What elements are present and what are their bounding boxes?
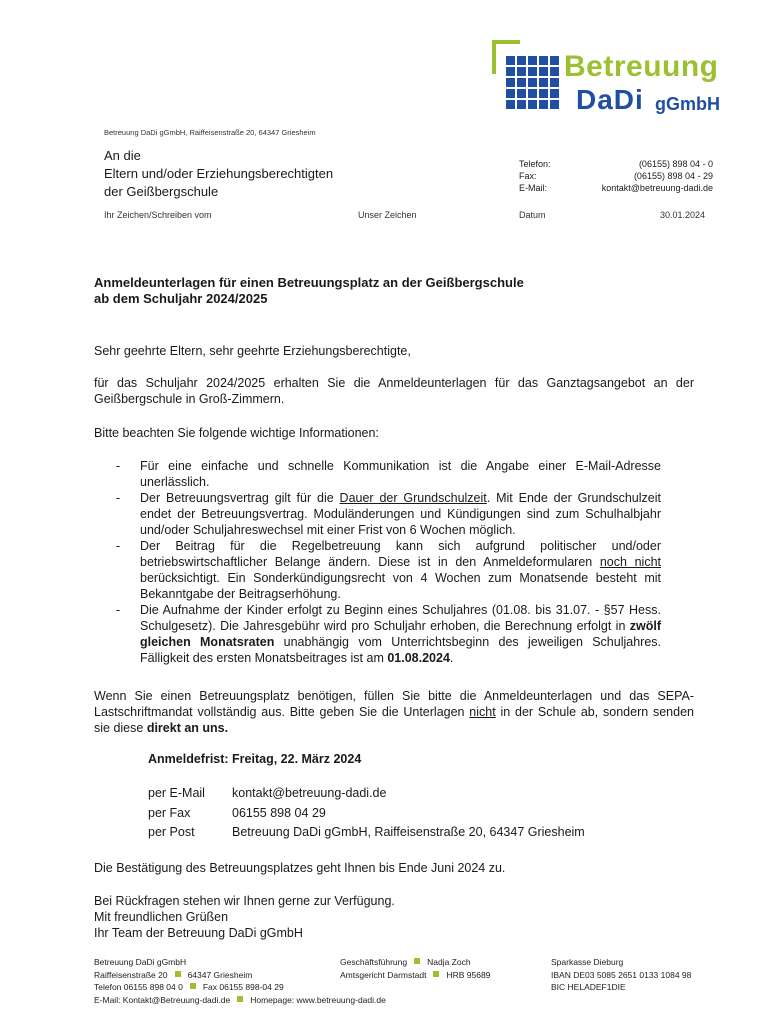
footer-text: Raiffeisenstraße 20 [94,969,168,980]
separator-square-icon [237,996,243,1002]
footer-line: Sparkasse Dieburg [551,957,624,967]
footer-line [340,956,490,969]
contact-row-email [519,182,713,194]
footer-line: IBAN DE03 5085 2651 0133 1084 98 [551,969,692,980]
sender-line: Betreuung DaDi gGmbH, Raiffeisenstraße 20, 64347 Griesheim [104,128,316,137]
salutation: Sehr geehrte Eltern, sehr geehrte Erziehungsberechtigte, [94,344,411,358]
list-item-text: Der Beitrag für die Regelbetreuung kann sich aufgrund politischer und/oder betriebswirtschaftlicher Belange ändern. Diese ist in den Anmeldeformularen [140,539,661,569]
intro-paragraph: für das Schuljahr 2024/2025 erhalten Sie die Anmeldeunterlagen für das Ganztagsangebot an der Geißbergschule in Groß-Zimmern. [94,376,694,406]
info-list [116,458,661,666]
list-item: - Die Aufnahme der Kinder erfolgt zu Beginn eines Schuljahres (01.08. bis 31.07. - §57 Hess. Schulgesetz). Die Jahresgebühr wird pro Schuljahr erhoben, die Berechnung erfolgt in zwölf gleichen Monatsraten unabhängig vom Unterrichtsbeginn des jeweiligen Schuljahres. Fälligkeit des ersten Monatsbeitrages ist am 01.08.2024. [116,603,661,665]
notice-paragraph: Bitte beachten Sie folgende wichtige Informationen: [94,426,379,440]
contact-value: (06155) 898 04 - 29 [633,171,713,181]
method-value: Betreuung DaDi gGmbH, Raiffeisenstraße 20, 64347 Griesheim [232,825,585,839]
recipient-line: An die [104,148,141,163]
paragraph-text: Wenn Sie einen Betreuungsplatz benötigen, füllen Sie bitte die Anmeldeunterlagen und das SEPA-Lastschriftmandat vollständig aus. Bitte geben Sie die Unterlagen [94,689,694,719]
closing-line: Bei Rückfragen stehen wir Ihnen gerne zur Verfügung. [94,894,395,908]
method-label: per Fax [148,805,191,820]
closing-line: Ihr Team der Betreuung DaDi gGmbH [94,926,303,940]
method-value: 06155 898 04 29 [232,805,326,820]
closing-block [94,893,694,941]
method-value: kontakt@betreuung-dadi.de [232,786,387,800]
footer-bank [551,956,691,994]
subject-line: ab dem Schuljahr 2024/2025 [94,291,268,306]
contact-label: Telefon: [519,159,551,169]
underlined-text: Dauer der Grundschulzeit [339,491,487,505]
ref-date: 30.01.2024 [660,210,706,220]
list-item: - Der Betreuungsvertrag gilt für die Dauer der Grundschulzeit. Mit Ende der Grundschulzeit endet der Betreuungsvertrag. Moduländerungen und Kündigungen sind zum Schulhalbjahr und/oder Schuljahreswechsel mit einer Frist von 6 Wochen möglich. [116,491,661,537]
method-label: per E-Mail [148,786,205,800]
contact-label: E-Mail: [519,183,548,193]
bold-text: zwölf gleichen Monatsraten [140,619,661,649]
footer-text: Telefon 06155 898 04 0 [94,982,183,992]
submission-methods [148,784,585,843]
recipient-line: der Geißbergschule [104,184,219,199]
separator-square-icon [433,971,439,977]
footer-text: Nadja Zoch [427,957,471,967]
footer-text: HRB 95689 [446,969,491,980]
confirmation-paragraph: Die Bestätigung des Betreuungsplatzes geht Ihnen bis Ende Juni 2024 zu. [94,861,506,875]
subject-line: Anmeldeunterlagen für einen Betreuungsplatz an der Geißbergschule [94,275,524,290]
contact-label: Fax: [519,171,537,181]
separator-square-icon [414,958,420,964]
footer-text: 64347 Griesheim [187,969,253,980]
footer-line [94,994,386,1007]
list-item-text: Der Betreuungsvertrag gilt für die [140,491,340,505]
logo-word-dadi: DaDi [576,84,644,115]
separator-square-icon [190,983,196,989]
footer-text: E-Mail: Kontakt@Betreuung-dadi.de [94,994,231,1005]
method-fax [148,804,585,824]
footer-text: Homepage: www.betreuung-dadi.de [250,994,386,1005]
separator-square-icon [175,971,181,977]
bold-date: 01.08.2024 [387,651,450,665]
underlined-text: noch nicht [599,555,661,569]
footer-text: Amtsgericht Darmstadt [340,969,427,980]
footer-line [340,969,490,982]
list-item-text: . Mit Ende der Grundschulzeit endet der Betreuungsvertrag. Moduländerungen und Kündigungen sind zum Schulhalbjahr und/oder Schuljahreswechsel mit einer Frist von 6 Wochen möglich. [140,491,661,537]
footer-line: Betreuung DaDi gGmbH [94,957,187,967]
ref-date-label: Datum [519,210,546,220]
bold-text: direkt an uns. [146,721,229,735]
method-post [148,823,585,843]
ref-ours: Unser Zeichen [358,210,417,220]
list-item-text: berücksichtigt. Ein Sonderkündigungsrecht von 4 Wochen zum Monatsende besteht mit Bekanntgabe der Beitragserhöhung. [140,571,661,601]
footer-management [340,956,490,981]
ref-yours: Ihr Zeichen/Schreiben vom [104,210,212,220]
underlined-text: nicht [469,705,496,719]
contact-value: (06155) 898 04 - 0 [638,159,713,169]
logo-grid-icon [498,50,574,112]
list-item-text: unabhängig vom Unterrichtsbeginn des jeweiligen Schuljahres. Fälligkeit des ersten Monatsbeitrages ist am [140,635,661,665]
recipient-address [104,147,333,201]
contact-row-phone [519,158,713,170]
contact-value: kontakt@betreuung-dadi.de [601,183,713,193]
footer-text: Fax 06155 898-04 29 [202,982,284,992]
company-logo [492,40,720,115]
logo-word-ggmbh: gGmbH [655,94,720,114]
list-item: - Für eine einfache und schnelle Kommunikation ist die Angabe einer E-Mail-Adresse unerlässlich. [116,459,661,489]
footer-text: Geschäftsführung [340,957,408,967]
recipient-line: Eltern und/oder Erziehungsberechtigten [104,166,334,181]
logo-word-betreuung: Betreuung [564,50,719,83]
letter-subject [94,275,694,307]
contact-row-fax [519,170,713,182]
contact-block [519,158,713,194]
registration-deadline: Anmeldefrist: Freitag, 22. März 2024 [148,752,362,766]
footer-line [94,981,386,994]
list-item-text: Die Aufnahme der Kinder erfolgt zu Beginn eines Schuljahres (01.08. bis 31.07. - §57 Hess. Schulgesetz). Die Jahresgebühr wird pro Schuljahr erhoben, die Berechnung erfolgt in [140,603,661,633]
paragraph-text: in der Schule ab, sondern senden sie diese [94,705,694,735]
method-label: per Post [148,825,195,839]
list-item-text: Für eine einfache und schnelle Kommunikation ist die Angabe einer E-Mail-Adresse unerlässlich. [140,459,661,489]
method-email [148,784,585,804]
request-paragraph [94,688,694,736]
footer-line: BIC HELADEF1DIE [551,982,626,992]
list-item-text: . [449,651,454,665]
list-item: - Der Beitrag für die Regelbetreuung kann sich aufgrund politischer und/oder betriebswirtschaftlicher Belange ändern. Diese ist in den Anmeldeformularen noch nicht berücksichtigt. Ein Sonderkündigungsrecht von 4 Wochen zum Monatsende besteht mit Bekanntgabe der Beitragserhöhung. [116,539,661,601]
closing-line: Mit freundlichen Grüßen [94,910,229,924]
